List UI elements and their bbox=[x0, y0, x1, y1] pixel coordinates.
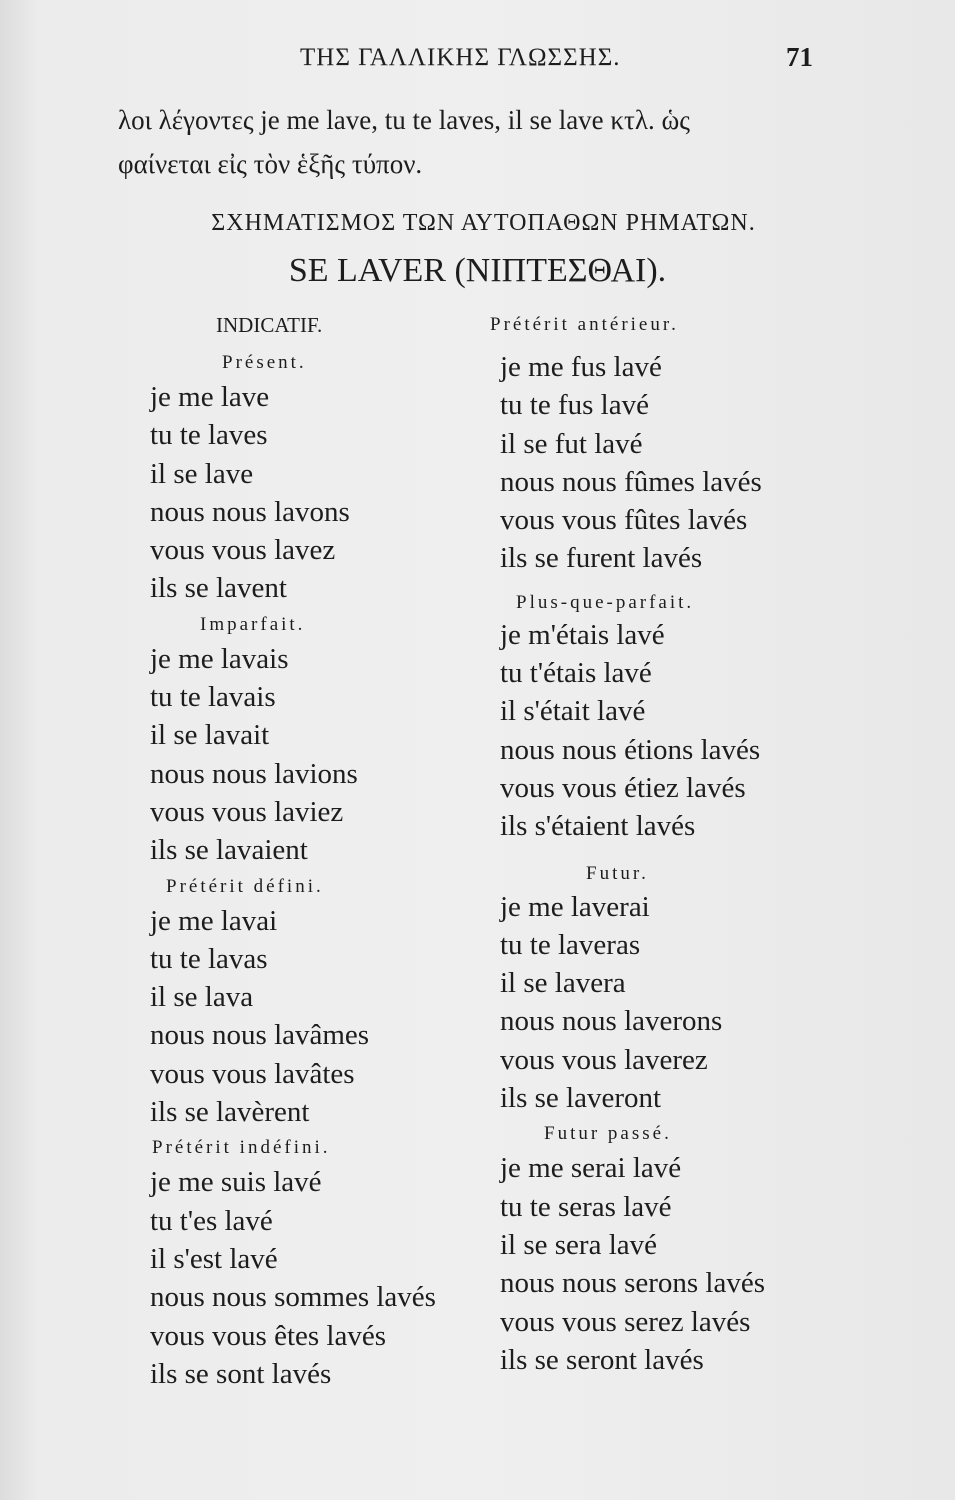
intro-line: λοι λέγοντες je me lave, tu te laves, il se lave κτλ. ὡς bbox=[118, 105, 690, 135]
conjugation-form: vous vous lavez bbox=[150, 534, 336, 567]
conjugation-form: nous nous serons lavés bbox=[500, 1267, 766, 1300]
passe-indefini-forms bbox=[150, 1163, 480, 1393]
tense-label-present: Présent. bbox=[222, 352, 307, 373]
conjugation-form: vous vous êtes lavés bbox=[150, 1319, 386, 1352]
conjugation-form: nous nous lavâmes bbox=[150, 1019, 370, 1052]
conjugation-form: il s'était lavé bbox=[500, 695, 646, 728]
conjugation-form: ils se lavent bbox=[150, 572, 287, 605]
conjugation-form: nous nous étions lavés bbox=[500, 733, 761, 766]
conjugation-form: vous vous lavâtes bbox=[150, 1057, 355, 1090]
conjugation-form: je me laverai bbox=[500, 890, 650, 923]
conjugation-form: je me serai lavé bbox=[500, 1152, 682, 1185]
conjugation-form: tu te laveras bbox=[500, 928, 641, 961]
futur-passe-forms bbox=[500, 1149, 830, 1379]
conjugation-form: ils se lavaient bbox=[150, 834, 308, 867]
tense-label-anterieur: Prétérit antérieur. bbox=[490, 314, 679, 335]
conjugation-form: ils se seront lavés bbox=[500, 1343, 704, 1376]
conjugation-form: ils se sont lavés bbox=[150, 1357, 332, 1390]
page-number: 71 bbox=[786, 42, 813, 72]
conjugation-form: ils se laveront bbox=[500, 1082, 662, 1115]
section-heading: ΣΧΗΜΑΤΙΣΜΟΣ ΤΩΝ ΑΥΤΟΠΑΘΩΝ ΡΗΜΑΤΩΝ. bbox=[211, 210, 756, 236]
plus-que-parfait-forms bbox=[500, 616, 830, 846]
conjugation-form: ils s'étaient lavés bbox=[500, 810, 696, 843]
conjugation-form: tu te laves bbox=[150, 419, 268, 452]
conjugation-form: nous nous fûmes lavés bbox=[500, 465, 762, 498]
conjugation-form: nous nous sommes lavés bbox=[150, 1281, 436, 1314]
conjugation-form: nous nous laverons bbox=[500, 1005, 723, 1038]
conjugation-form: tu te lavas bbox=[150, 942, 268, 975]
intro-line: φαίνεται εἰς τὸν ἑξῆς τύπον. bbox=[118, 149, 423, 179]
conjugation-form: tu te lavais bbox=[150, 681, 276, 714]
left-conjugation-column bbox=[150, 310, 480, 1393]
conjugation-form: vous vous fûtes lavés bbox=[500, 504, 748, 537]
passe-defini-forms bbox=[150, 902, 480, 1132]
tense-label-futur: Futur. bbox=[586, 862, 649, 884]
conjugation-form: je me lavai bbox=[150, 904, 278, 937]
verb-title: SE LAVER (ΝΙΠΤΕΣΘΑΙ). bbox=[288, 252, 667, 289]
conjugation-form: vous vous laverez bbox=[500, 1043, 708, 1076]
conjugation-form: je me suis lavé bbox=[150, 1166, 322, 1199]
futur-forms bbox=[500, 888, 830, 1118]
running-header bbox=[0, 40, 955, 80]
conjugation-form: il se lava bbox=[150, 981, 254, 1014]
conjugation-form: il s'est lavé bbox=[150, 1242, 278, 1275]
conjugation-form: tu te fus lavé bbox=[500, 389, 649, 422]
conjugation-form: je me lave bbox=[150, 381, 270, 413]
anterieur-forms bbox=[500, 348, 830, 578]
conjugation-form: nous nous lavions bbox=[150, 757, 358, 790]
conjugation-form: je me fus lavé bbox=[500, 351, 662, 383]
tense-label-futur-passe: Futur passé. bbox=[544, 1123, 672, 1145]
conjugation-form: ils se furent lavés bbox=[500, 542, 703, 575]
right-conjugation-column bbox=[490, 310, 830, 1379]
running-title: ΤΗΣ ΓΑΛΛΙΚΗΣ ΓΛΩΣΣΗΣ. bbox=[300, 44, 621, 71]
conjugation-form: ils se lavèrent bbox=[150, 1096, 310, 1129]
present-forms bbox=[150, 378, 480, 608]
mood-label: INDICATIF. bbox=[216, 313, 323, 337]
tense-label-imparfait: Imparfait. bbox=[200, 613, 306, 635]
conjugation-form: je m'étais lavé bbox=[500, 618, 665, 651]
intro-paragraph bbox=[118, 98, 838, 186]
conjugation-form: vous vous étiez lavés bbox=[500, 771, 746, 804]
conjugation-form: tu t'es lavé bbox=[150, 1204, 273, 1237]
conjugation-form: je me lavais bbox=[150, 642, 289, 675]
conjugation-form: tu t'étais lavé bbox=[500, 657, 652, 690]
tense-label-passe-defini: Prétérit défini. bbox=[166, 875, 324, 897]
conjugation-form: il se sera lavé bbox=[500, 1228, 658, 1261]
conjugation-form: tu te seras lavé bbox=[500, 1190, 672, 1223]
conjugation-form: nous nous lavons bbox=[150, 495, 350, 528]
conjugation-form: il se lavait bbox=[150, 719, 270, 752]
conjugation-form: vous vous serez lavés bbox=[500, 1305, 751, 1338]
imparfait-forms bbox=[150, 640, 480, 870]
tense-label-passe-indefini: Prétérit indéfini. bbox=[152, 1137, 331, 1159]
conjugation-form: il se lavera bbox=[500, 967, 626, 1000]
tense-label-plus-que-parfait: Plus-que-parfait. bbox=[516, 591, 695, 613]
conjugation-form: il se fut lavé bbox=[500, 427, 643, 460]
conjugation-form: vous vous laviez bbox=[150, 795, 344, 828]
conjugation-form: il se lave bbox=[150, 457, 254, 490]
